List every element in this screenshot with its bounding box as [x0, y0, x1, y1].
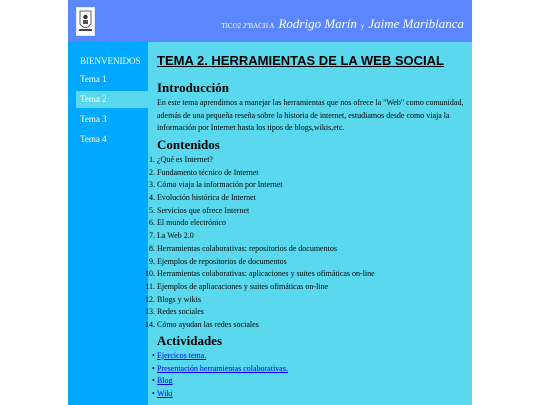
contents-item-number: 5. [149, 205, 155, 215]
main-content [145, 42, 472, 405]
contents-item [148, 179, 375, 192]
contents-item-label: Ejemplos de repositorios de documentos [157, 256, 287, 266]
contents-item [148, 230, 375, 243]
contents-item [145, 306, 375, 319]
page-title: TEMA 2. HERRAMIENTAS DE LA WEB SOCIAL [157, 53, 444, 68]
header-prefix: TICO2 2ºBACH A [221, 22, 275, 30]
sidebar-item-tema-3[interactable]: Tema 3 [80, 114, 107, 124]
activities-item [148, 363, 288, 376]
contents-item [145, 268, 375, 281]
sidebar-item-tema-2[interactable]: Tema 2 [76, 91, 148, 108]
author-2: Jaime Mariblanca [368, 16, 464, 31]
contents-item-number: 13. [145, 307, 155, 317]
activity-link[interactable]: Presentación herramientas colaborativas. [157, 363, 288, 373]
sidebar-item-tema-1[interactable]: Tema 1 [80, 74, 107, 84]
contents-item-label: Cómo ayudan las redes sociales [157, 319, 259, 329]
contents-item [145, 281, 375, 294]
contents-item-label: Herramientas colaborativas: repositorios de documentos [157, 243, 337, 253]
bullet-icon: • [152, 376, 155, 386]
activity-link[interactable]: Wiki [157, 389, 173, 399]
contents-item-number: 7. [149, 231, 155, 241]
contents-item-number: 1. [149, 155, 155, 164]
contents-item-label: Ejemplos de apliacaciones y suites ofimáticas on-line [157, 281, 329, 291]
site-header [68, 0, 472, 42]
contents-item-number: 11. [145, 281, 155, 291]
contents-item-label: El mundo electrónico [157, 218, 226, 228]
contents-item-label: Redes sociales [157, 307, 204, 317]
contents-item [148, 205, 375, 218]
contents-item [148, 217, 375, 230]
contents-item-number: 12. [145, 294, 155, 304]
author-1: Rodrigo Marín [278, 16, 357, 31]
header-connector: y [360, 22, 365, 30]
intro-heading: Introducción [157, 80, 229, 95]
activity-link[interactable]: Blog [157, 376, 173, 386]
activity-link[interactable]: Ejercicos tema. [157, 351, 207, 360]
activities-item [148, 388, 288, 401]
contents-item-number: 3. [149, 180, 155, 190]
activities-item [148, 375, 288, 388]
contents-item-number: 2. [149, 167, 155, 177]
activities-heading: Actividades [157, 333, 222, 348]
contents-item-label: Blogs y wikis [157, 294, 202, 304]
activities-item [148, 350, 288, 363]
contents-item [148, 154, 375, 167]
school-logo [76, 7, 95, 36]
sidebar-item-tema-4[interactable]: Tema 4 [80, 134, 107, 144]
contents-item-label: Evolución histórica de Internet [157, 193, 256, 203]
contents-item-number: 6. [149, 218, 155, 228]
header-credits [221, 15, 464, 33]
bullet-icon: • [152, 363, 155, 373]
sidebar-nav [68, 42, 148, 405]
contents-item [145, 319, 375, 332]
contents-list [145, 154, 375, 332]
contents-item [148, 243, 375, 256]
sidebar-item-bienvenidos[interactable]: BIENVENIDOS [80, 56, 141, 66]
page-container [68, 0, 472, 405]
contents-item-label: Fundamento técnico de Internet [157, 167, 259, 177]
contents-item-number: 8. [149, 243, 155, 253]
contents-item-label: Herramientas colaborativas: aplicaciones y suites ofimáticas on-line [157, 269, 375, 279]
contents-item [148, 167, 375, 180]
contents-item [148, 192, 375, 205]
contents-item-number: 9. [149, 256, 155, 266]
contents-item [145, 294, 375, 307]
contents-item [148, 256, 375, 269]
contents-item-number: 4. [149, 193, 155, 203]
contents-item-label: La Web 2.0 [157, 231, 194, 241]
bullet-icon: • [152, 351, 155, 360]
contents-item-number: 10. [145, 269, 155, 279]
contents-item-number: 14. [145, 319, 155, 329]
contents-item-label: Cómo viaja la información por Internet [157, 180, 283, 190]
bullet-icon: • [152, 389, 155, 399]
contents-heading: Contenidos [157, 137, 220, 152]
activities-list [148, 350, 288, 401]
contents-item-label: Servicios que ofrece Internet [157, 205, 250, 215]
contents-item-label: ¿Qué es Internet? [157, 155, 213, 164]
intro-text: En este tema aprendimos a manejar las herramientas que nos ofrece la "Web" como comunidad, además de una pequeña reseña sobre la historia de internet, estudiamos desde como viaja la información por Internet hasta los tipos de blogs,wikis,etc. [157, 98, 464, 132]
